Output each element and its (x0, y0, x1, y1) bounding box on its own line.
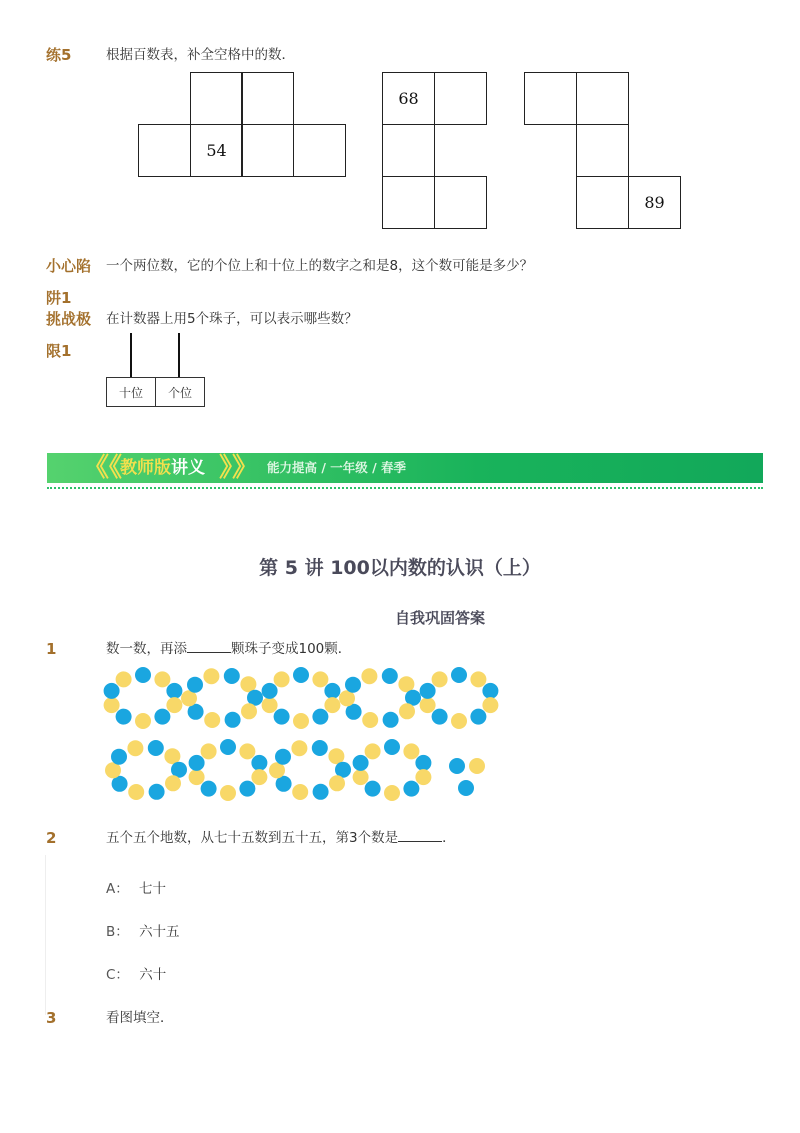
bead (361, 668, 377, 684)
grid-cell[interactable] (576, 72, 629, 125)
q2-answer-blank[interactable] (398, 829, 442, 842)
bead (187, 677, 203, 693)
q2-option-c[interactable] (106, 966, 166, 984)
extra-bead (458, 780, 474, 796)
bead (470, 709, 486, 725)
banner-title-part1: 教师版 (120, 458, 171, 478)
banner-divider (47, 487, 763, 489)
bead (148, 740, 164, 756)
grid-cell[interactable] (576, 124, 629, 177)
bead (201, 781, 217, 797)
grid-cell[interactable] (293, 124, 346, 177)
bead (415, 769, 431, 785)
bead (382, 668, 398, 684)
bead (251, 769, 267, 785)
section-title: 自我巩固答案 (394, 609, 485, 627)
bead (432, 671, 448, 687)
bead (345, 677, 361, 693)
q2-prompt (106, 829, 456, 847)
grid-cell[interactable] (241, 124, 294, 177)
abacus-rod-tens (130, 333, 132, 377)
bead (135, 667, 151, 683)
q2-prompt-after: ． (442, 830, 456, 846)
q2-option-a[interactable] (106, 880, 166, 898)
bead (362, 712, 378, 728)
bead-ring (420, 667, 499, 729)
bead (166, 683, 182, 699)
bead (405, 690, 421, 706)
trap-tag: 小心陷 (46, 257, 92, 275)
bead (312, 671, 328, 687)
bead (224, 668, 240, 684)
option-letter: B： (106, 924, 129, 940)
option-text: 七十 (139, 881, 167, 897)
grid-cell-given: 89 (628, 176, 681, 229)
bead (165, 775, 181, 791)
option-text: 六十五 (139, 924, 180, 940)
option-text: 六十 (139, 967, 167, 983)
q1-answer-blank[interactable] (187, 640, 231, 653)
bead (451, 713, 467, 729)
bead (293, 667, 309, 683)
bead (312, 740, 328, 756)
bead (239, 781, 255, 797)
abacus-rod-ones (178, 333, 180, 377)
grid-cell[interactable] (382, 176, 435, 229)
bead (451, 667, 467, 683)
bead-ring (353, 739, 432, 801)
q1-number: 1 (46, 640, 57, 658)
q1-prompt (106, 640, 351, 658)
bead (149, 784, 165, 800)
grid-cell[interactable] (524, 72, 577, 125)
bead (312, 709, 328, 725)
grid-cell[interactable] (434, 72, 487, 125)
bead (384, 739, 400, 755)
bead (203, 668, 219, 684)
challenge-tag: 挑战极 (46, 310, 92, 328)
grid-cell[interactable] (190, 72, 243, 125)
option-letter: C： (106, 967, 129, 983)
bead (403, 781, 419, 797)
bead (365, 743, 381, 759)
grid-cell[interactable] (434, 176, 487, 229)
chevrons-right-icon: 》》 (219, 453, 259, 483)
bead (324, 697, 340, 713)
option-letter: A： (106, 881, 129, 897)
bead (313, 784, 329, 800)
bead (415, 755, 431, 771)
q3-prompt: 看图填空． (106, 1010, 174, 1026)
lesson-title: 第 5 讲 100以内数的认识（上） (259, 557, 541, 579)
bead (171, 762, 187, 778)
bead (154, 671, 170, 687)
bead (275, 749, 291, 765)
bead (335, 762, 351, 778)
bead (181, 690, 197, 706)
challenge-tag-line2: 限1 (46, 342, 72, 360)
q3-number: 3 (46, 1009, 57, 1027)
bead (339, 690, 355, 706)
bead (274, 709, 290, 725)
extra-bead (449, 758, 465, 774)
banner-breadcrumb: 能力提高 / 一年级 / 春季 (267, 460, 407, 475)
grid-cell[interactable] (382, 124, 435, 177)
bead (291, 740, 307, 756)
trap-prompt: 一个两位数，它的个位上和十位上的数字之和是8，这个数可能是多少？ (106, 258, 534, 274)
bead-ring (104, 667, 183, 729)
bead (365, 781, 381, 797)
bead (399, 703, 415, 719)
bead (269, 762, 285, 778)
bead (241, 703, 257, 719)
q2-prompt-before: 五个五个地数，从七十五数到五十五，第3个数是 (106, 830, 399, 846)
bead (482, 683, 498, 699)
bead (127, 740, 143, 756)
grid-cell[interactable] (241, 72, 294, 125)
q1-prompt-before: 数一数，再添 (106, 641, 187, 657)
q2-option-b[interactable] (106, 923, 180, 941)
extra-bead (469, 758, 485, 774)
bead (135, 713, 151, 729)
bead (251, 755, 267, 771)
bead (384, 785, 400, 801)
bead (239, 743, 255, 759)
chevrons-left-icon: 《《 (83, 453, 123, 483)
trap-tag-line2: 阱1 (46, 289, 72, 307)
grid-cell[interactable] (138, 124, 191, 177)
left-guide-line (45, 855, 46, 1015)
bead (383, 712, 399, 728)
abacus-tens-label: 十位 (106, 377, 156, 407)
bead-ring (262, 667, 341, 729)
bead (420, 683, 436, 699)
bead (220, 739, 236, 755)
bead (225, 712, 241, 728)
bead (262, 683, 278, 699)
teacher-banner (47, 453, 763, 483)
bead-ring (105, 740, 187, 800)
abacus-ones-label: 个位 (155, 377, 205, 407)
q2-number: 2 (46, 829, 57, 847)
bead-ring (269, 740, 351, 800)
bead-ring (181, 668, 263, 728)
ex5-tag: 练5 (46, 46, 72, 64)
bead (262, 697, 278, 713)
bead (329, 775, 345, 791)
challenge-prompt: 在计数器上用5个珠子，可以表示哪些数？ (106, 311, 358, 327)
bead (274, 671, 290, 687)
bead (116, 671, 132, 687)
bead-ring (339, 668, 421, 728)
bead (247, 690, 263, 706)
bead (104, 683, 120, 699)
grid-cell-given: 68 (382, 72, 435, 125)
bead (111, 749, 127, 765)
banner-title (120, 453, 205, 483)
bead (293, 713, 309, 729)
bead (482, 697, 498, 713)
bead (189, 769, 205, 785)
bead (154, 709, 170, 725)
bead-ring (189, 739, 268, 801)
bead (204, 712, 220, 728)
ex5-prompt: 根据百数表，补全空格中的数． (106, 47, 295, 63)
bead (116, 709, 132, 725)
bead (105, 762, 121, 778)
q1-prompt-after: 颗珠子变成100颗． (231, 641, 352, 657)
bead (189, 755, 205, 771)
bead (324, 683, 340, 699)
bead (292, 784, 308, 800)
bead (128, 784, 144, 800)
bead (470, 671, 486, 687)
bead (104, 697, 120, 713)
bead (403, 743, 419, 759)
bead (220, 785, 236, 801)
grid-cell[interactable] (576, 176, 629, 229)
bead (353, 769, 369, 785)
grid-cell-given: 54 (190, 124, 243, 177)
bead (353, 755, 369, 771)
bead (201, 743, 217, 759)
bead (420, 697, 436, 713)
bead (432, 709, 448, 725)
bead-rings-figure (100, 660, 520, 805)
banner-title-part2: 讲义 (171, 458, 205, 478)
bead (166, 697, 182, 713)
